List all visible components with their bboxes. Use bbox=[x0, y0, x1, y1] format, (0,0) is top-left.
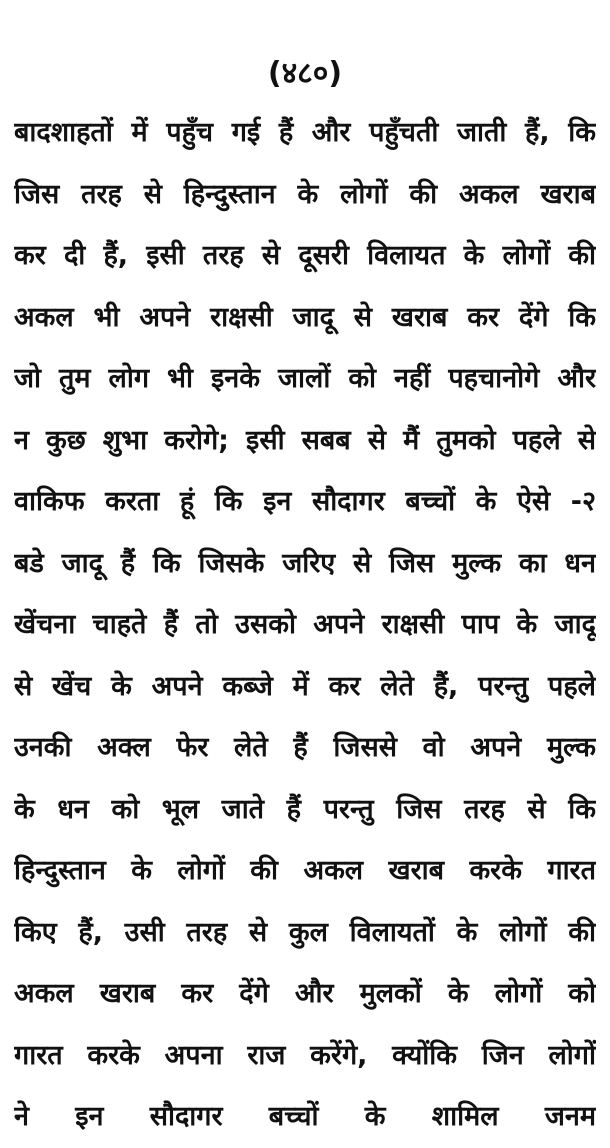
text-line: हिन्दुस्तान के लोगों की अकल खराब करके गारत bbox=[14, 855, 596, 886]
text-line: कर दी हैं, इसी तरह से दूसरी विलायत के लोगों की bbox=[14, 240, 596, 271]
text-line: अकल खराब कर देंगे और मुलकों के लोगों को bbox=[14, 978, 596, 1009]
text-line: किए हैं, उसी तरह से कुल विलायतों के लोगों की bbox=[14, 916, 596, 948]
text-line: वाकिफ करता हूं कि इन सौदागर बच्चों के ऐसे -२ bbox=[14, 486, 596, 517]
text-line: ने इन सौदागर बच्चों के शामिल जनम bbox=[14, 1101, 596, 1132]
text-line: न कुछ शुभा करोगे; इसी सबब से मैं तुमको पहले से bbox=[14, 424, 596, 456]
text-line: बादशाहतों में पहुँच गई हैं और पहुँचती जाती हैं, कि bbox=[14, 117, 596, 148]
text-line: के धन को भूल जाते हैं परन्तु जिस तरह से कि bbox=[14, 793, 596, 825]
text-line: उनकी अक्ल फेर लेते हैं जिससे वो अपने मुल्क bbox=[14, 732, 596, 763]
text-line: जो तुम लोग भी इनके जालों को नहीं पहचानोगे और bbox=[14, 363, 596, 394]
text-line: बडे जादू हैं कि जिसके जरिए से जिस मुल्क का धन bbox=[14, 547, 596, 579]
page-number: (४८०) bbox=[267, 56, 343, 91]
text-line: खेंचना चाहते हैं तो उसको अपने राक्षसी पाप के जादू bbox=[14, 609, 596, 640]
text-line: जिस तरह से हिन्दुस्तान के लोगों की अकल खराब bbox=[14, 178, 596, 210]
text-line: से खेंच के अपने कब्जे में कर लेते हैं, परन्तु पहले bbox=[14, 670, 596, 702]
text-line: अकल भी अपने राक्षसी जादू से खराब कर देंगे कि bbox=[14, 301, 596, 333]
body-text bbox=[14, 102, 596, 1148]
text-line: गारत करके अपना राज करेंगे, क्योंकि जिन लोगों bbox=[14, 1039, 596, 1071]
